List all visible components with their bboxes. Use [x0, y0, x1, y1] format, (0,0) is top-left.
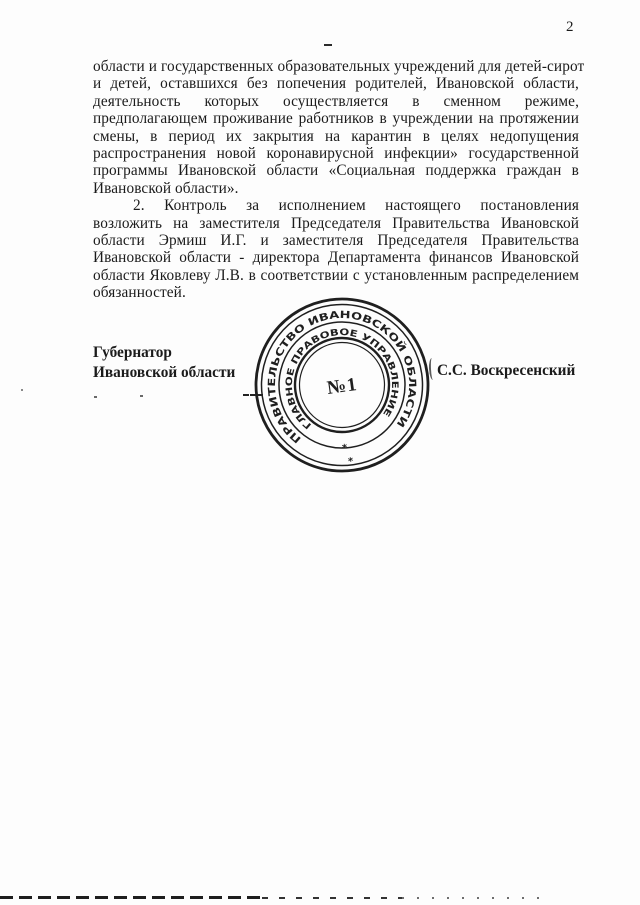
signer-title-line: Губернатор: [93, 344, 172, 361]
scan-speck: [94, 396, 97, 398]
text-line: возложить на заместителя Председателя Правительства Ивановской: [93, 214, 579, 232]
text-line: деятельность которых осуществляется в сменном режиме,: [93, 92, 579, 110]
scan-edge-artifact: [0, 896, 262, 899]
text-line: программы Ивановской области «Социальная поддержка граждан в: [93, 162, 579, 180]
stamp-graphic: [228, 271, 456, 499]
text-line: распространения новой коронавирусной инфекции» государственной: [93, 145, 579, 163]
stamp-star-separator: *: [347, 456, 355, 468]
scan-edge-artifact: [262, 897, 402, 899]
scan-speck: [21, 389, 23, 391]
scan-speck-dash: [324, 44, 332, 46]
signer-title-line: Ивановской области: [93, 363, 236, 381]
stamp-inner-ring-text: ГЛАВНОЕ ПРАВОВОЕ УПРАВЛЕНИЕ: [284, 327, 400, 431]
stamp-star-separator: *: [341, 442, 349, 455]
text-line: и детей, оставшихся без попечения родителей, Ивановской области,: [93, 75, 579, 93]
text-line: Ивановской области - директора Департамента финансов Ивановской: [93, 249, 579, 267]
scan-speck-dashes: [243, 394, 263, 396]
stamp-number: №1: [325, 373, 359, 400]
text-line: области и государственных образовательных учреждений для детей-сирот: [93, 58, 585, 75]
page-number: 2: [566, 19, 574, 35]
text-line: 2. Контроль за исполнением настоящего постановления: [133, 197, 579, 215]
text-line: обязанностей.: [93, 284, 186, 302]
signer-name: С.С. Воскресенский: [437, 362, 576, 379]
stamp-outer-ring-text: ПРАВИТЕЛЬСТВО ИВАНОВСКОЙ ОБЛАСТИ: [266, 309, 418, 445]
signature-title: [93, 343, 235, 382]
document-body: [93, 58, 585, 302]
text-line: Ивановской области».: [93, 179, 239, 197]
text-line: области Яковлеву Л.В. в соответствии с установленным распределением: [93, 266, 579, 284]
text-line: области Эрмиш И.Г. и заместителя Председателя Правительства: [93, 232, 579, 250]
scan-edge-artifact: [402, 897, 552, 899]
scan-speck: [140, 395, 143, 397]
official-stamp-seal: [228, 271, 456, 499]
text-line: смены, в период их закрытия на карантин в целях недопущения: [93, 127, 579, 145]
text-line: предполагающем проживание работников в учреждении на протяжении: [93, 110, 579, 128]
